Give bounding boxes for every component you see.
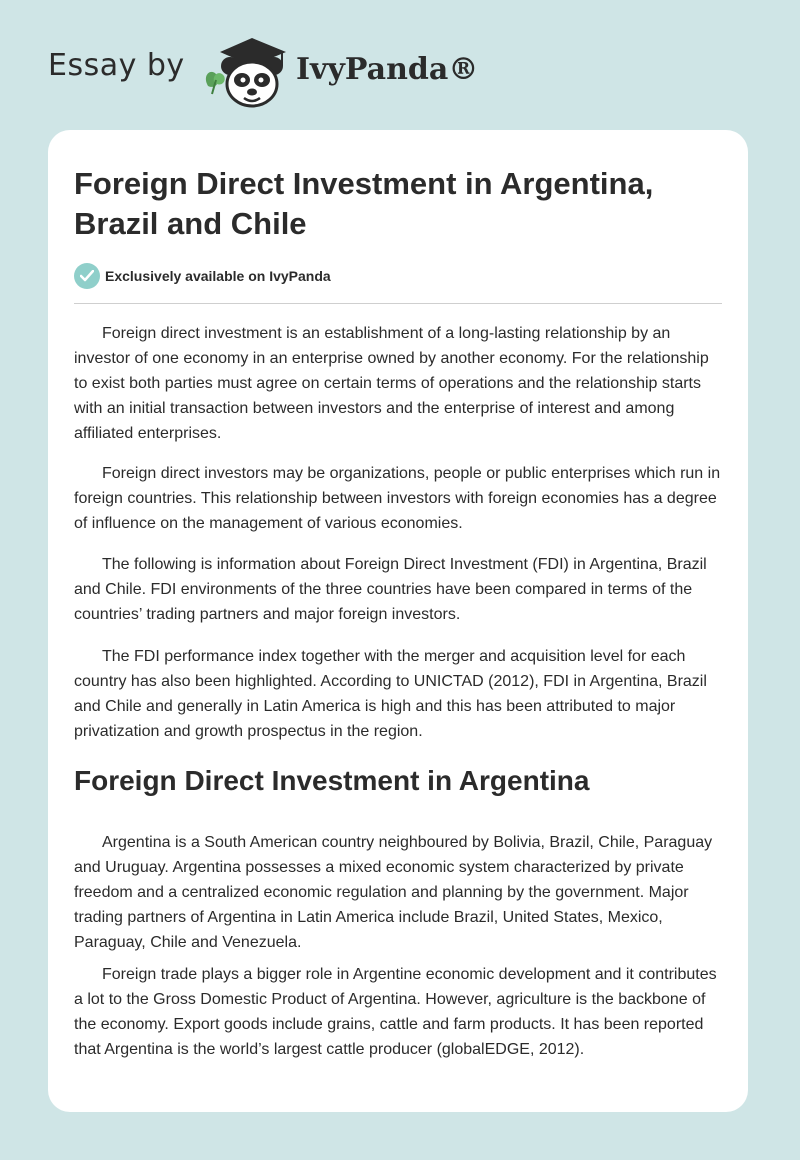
paragraph: Foreign direct investment is an establishment of a long-lasting relationship by an investor of one economy in an enterprise owned by another economy. For the relationship to exist both parties must agree on certain terms of operations and the relationship starts with an initial transaction between investors and the enterprise of interest and among affiliated enterprises. (74, 325, 709, 442)
paragraph: Argentina is a South American country neighboured by Bolivia, Brazil, Chile, Paraguay and Uruguay. Argentina possesses a mixed economic system characterized by private freedom and a centralized economic regulation and planning by the government. Major trading partners of Argentina in Latin America include Brazil, United States, Mexico, Paraguay, Chile and Venezuela. (74, 834, 713, 951)
exclusive-badge (74, 263, 331, 289)
paragraph: Foreign direct investors may be organizations, people or public enterprises which run in foreign countries. This relationship between investors with foreign economies has a degree of influence on the management of various economies. (74, 465, 721, 532)
site-header (0, 0, 800, 130)
paragraph: Foreign trade plays a bigger role in Argentine economic development and it contributes a lot to the Gross Domestic Product of Argentina. However, agriculture is the backbone of the economy. Export goods include grains, cattle and farm products. It has been reported that Argentina is the world’s largest cattle producer (globalEDGE, 2012). (74, 966, 717, 1058)
badge-label: Exclusively available on IvyPanda (105, 268, 331, 284)
essay-card (48, 130, 748, 1112)
check-icon (74, 263, 100, 289)
leaf-icon (206, 72, 225, 94)
section-heading: Foreign Direct Investment in Argentina (74, 765, 590, 796)
panda-logo-icon[interactable] (200, 34, 290, 110)
paragraph: The following is information about Foreign Direct Investment (FDI) in Argentina, Brazil and Chile. FDI environments of the three countries have been compared in terms of the countries’ trading partners and major foreign investors. (74, 556, 707, 623)
paragraph: The FDI performance index together with the merger and acquisition level for each country has also been highlighted. According to UNICTAD (2012), FDI in Argentina, Brazil and Chile and generally in Latin America is high and this has been attributed to major privatization and growth prospectus in the region. (74, 648, 707, 740)
essay-by-label: Essay by (48, 48, 185, 83)
page-title: Foreign Direct Investment in Argentina, Brazil and Chile (74, 166, 654, 241)
divider (74, 303, 722, 304)
brand-name[interactable]: IvyPanda® (296, 52, 479, 87)
